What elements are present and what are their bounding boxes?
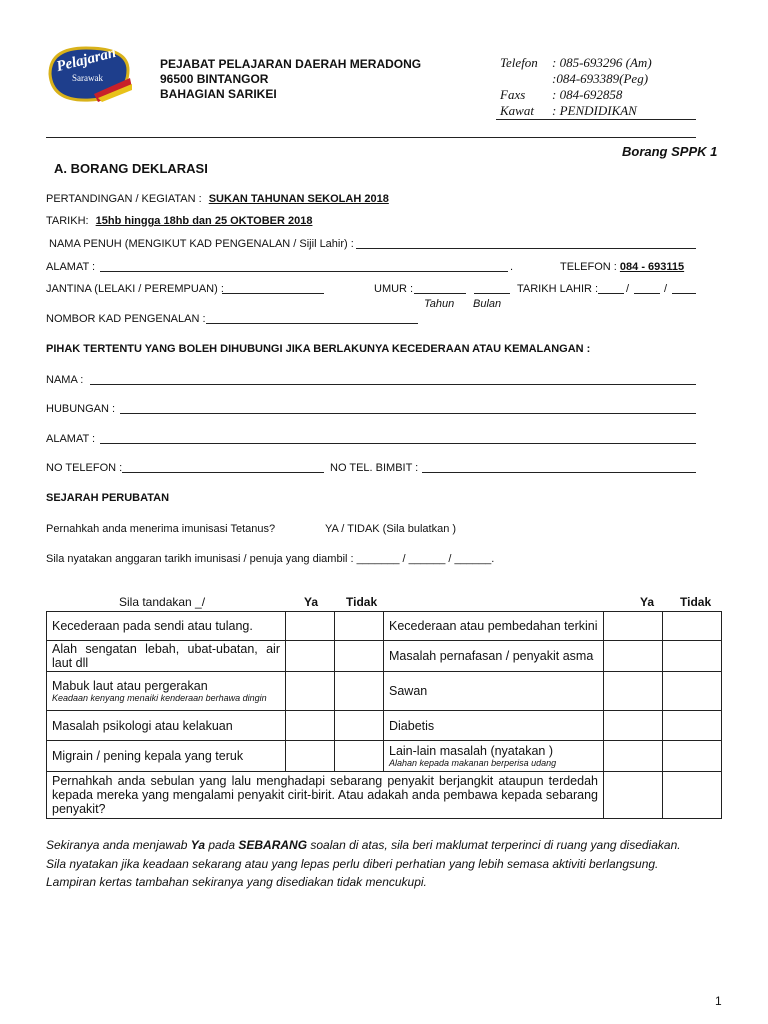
ya-checkbox[interactable] [604, 741, 663, 772]
table-tidak-header-2: Tidak [680, 595, 712, 609]
dob-day-field[interactable] [598, 281, 624, 294]
age-month-field[interactable] [474, 281, 510, 294]
tidak-checkbox[interactable] [663, 612, 722, 641]
event-value: SUKAN TAHUNAN SEKOLAH 2018 [208, 193, 389, 205]
ya-checkbox[interactable] [286, 672, 335, 711]
address-dot: . [510, 261, 514, 273]
emergency-mobile-label: NO TEL. BIMBIT : [330, 462, 419, 474]
bulan-label: Bulan [473, 298, 502, 310]
table-ya-header: Ya [304, 595, 319, 609]
contact-label: Faxs [500, 87, 526, 102]
dob-slash: / [664, 283, 668, 295]
dob-slash: / [626, 283, 630, 295]
logo-text-top: Pelajaran [54, 44, 118, 76]
emergency-phone-label: NO TELEFON : [46, 462, 123, 474]
emergency-address-label: ALAMAT : [46, 433, 96, 445]
contact-value: :084-693389(Peg) [552, 71, 649, 86]
emergency-relation-label: HUBUNGAN : [46, 403, 116, 415]
contact-rule [496, 119, 696, 120]
ic-field[interactable] [206, 311, 418, 324]
event-row [46, 193, 389, 205]
office-line-3: BAHAGIAN SARIKEI [160, 87, 277, 101]
office-line-2: 96500 BINTANGOR [160, 72, 269, 86]
condition-note: Keadaan kenyang menaiki kenderaan berhawa dingin [52, 693, 267, 703]
tidak-checkbox[interactable] [335, 711, 384, 741]
page-number: 1 [715, 994, 722, 1008]
emergency-name-label: NAMA : [46, 374, 84, 386]
dob-label: TARIKH LAHIR : [517, 283, 599, 295]
address-label: ALAMAT : [46, 261, 96, 273]
tetanus-options[interactable]: YA / TIDAK (Sila bulatkan ) [325, 523, 457, 535]
emergency-phone-field[interactable] [122, 460, 324, 473]
form-code: Borang SPPK 1 [622, 144, 718, 159]
gender-label: JANTINA (LELAKI / PEREMPUAN) : [46, 283, 224, 295]
tidak-checkbox[interactable] [335, 672, 384, 711]
header-rule [46, 137, 696, 138]
age-label: UMUR : [374, 283, 414, 295]
dob-year-field[interactable] [672, 281, 696, 294]
table-row [47, 711, 722, 741]
emergency-relation-field[interactable] [120, 401, 696, 414]
table-row [47, 772, 722, 819]
condition-cell: Masalah psikologi atau kelakuan [47, 711, 286, 741]
ya-checkbox[interactable] [286, 641, 335, 672]
table-row [47, 741, 722, 772]
condition-cell [384, 741, 604, 772]
ya-checkbox[interactable] [604, 612, 663, 641]
phone-label: TELEFON : [560, 261, 617, 273]
phone-value: 084 - 693115 [619, 261, 685, 273]
table-ya-header-2: Ya [640, 595, 655, 609]
immunisation-date: Sila nyatakan anggaran tarikh imunisasi / penuja yang diambil : _______ / ______ / ______. [46, 553, 495, 565]
ic-label: NOMBOR KAD PENGENALAN : [46, 313, 206, 325]
note-line-1 [46, 836, 681, 855]
note-text: Sekiranya anda menjawab [46, 838, 191, 852]
table-tidak-header: Tidak [346, 595, 378, 609]
name-field[interactable] [356, 236, 696, 249]
note-line-2: Sila nyatakan jika keadaan sekarang atau yang lepas perlu diberi perhatian yang lebih semasa aktiviti berlangsung. [46, 856, 659, 871]
ya-checkbox[interactable] [604, 772, 663, 819]
medical-history-table [46, 611, 722, 819]
contact-block [500, 55, 652, 119]
condition-text: Mabuk laut atau pergerakan [52, 679, 208, 693]
ya-checkbox[interactable] [286, 711, 335, 741]
condition-cell: Migrain / pening kepala yang teruk [47, 741, 286, 772]
date-label: TARIKH: [46, 215, 89, 227]
tidak-checkbox[interactable] [663, 672, 722, 711]
ya-checkbox[interactable] [286, 612, 335, 641]
note-text: soalan di atas, sila beri maklumat terperinci di ruang yang disediakan. [307, 838, 681, 852]
condition-cell: Masalah pernafasan / penyakit asma [384, 641, 604, 672]
section-title: A. BORANG DEKLARASI [54, 161, 208, 176]
tidak-checkbox[interactable] [335, 612, 384, 641]
condition-cell: Sawan [384, 672, 604, 711]
dob-month-field[interactable] [634, 281, 660, 294]
contact-label: Kawat [500, 103, 534, 118]
note-emphasis: SEBARANG [238, 838, 308, 852]
emergency-heading: PIHAK TERTENTU YANG BOLEH DIHUBUNGI JIKA BERLAKUNYA KECEDERAAN ATAU KEMALANGAN : [46, 343, 591, 355]
condition-cell: Kecederaan pada sendi atau tulang. [47, 612, 286, 641]
tidak-checkbox[interactable] [335, 641, 384, 672]
condition-cell: Alah sengatan lebah, ubat-ubatan, air laut dll [47, 641, 286, 672]
ya-checkbox[interactable] [604, 641, 663, 672]
ya-checkbox[interactable] [286, 741, 335, 772]
office-address [160, 57, 421, 102]
emergency-mobile-field[interactable] [422, 460, 696, 473]
tidak-checkbox[interactable] [663, 711, 722, 741]
note-emphasis: Ya [190, 838, 205, 852]
date-value: 15hb hingga 18hb dan 25 OKTOBER 2018 [95, 215, 313, 227]
office-line-1: PEJABAT PELAJARAN DAERAH MERADONG [160, 57, 422, 71]
table-row [47, 672, 722, 711]
date-row [46, 215, 312, 227]
emergency-name-field[interactable] [90, 372, 696, 385]
event-label: PERTANDINGAN / KEGIATAN : [46, 193, 202, 205]
condition-cell: Diabetis [384, 711, 604, 741]
ya-checkbox[interactable] [604, 711, 663, 741]
note-line-3: Lampiran kertas tambahan sekiranya yang disediakan tidak mencukupi. [46, 875, 427, 889]
table-row [47, 612, 722, 641]
contact-value: : PENDIDIKAN [552, 103, 637, 118]
ya-checkbox[interactable] [604, 672, 663, 711]
table-tick-header: Sila tandakan _/ [119, 595, 206, 609]
logo [46, 44, 136, 106]
table-row [47, 641, 722, 672]
contact-value: : 084-692858 [552, 87, 623, 102]
phone-row [560, 261, 684, 273]
condition-cell [47, 672, 286, 711]
contact-value: : 085-693296 (Am) [552, 55, 652, 70]
tetanus-question: Pernahkah anda menerima imunisasi Tetanus? [46, 523, 276, 535]
medical-heading: SEJARAH PERUBATAN [46, 492, 170, 504]
emergency-address-field[interactable] [100, 431, 696, 444]
age-year-field[interactable] [414, 281, 466, 294]
condition-note: Alahan kepada makanan berperisa udang [389, 758, 557, 768]
gender-field[interactable] [222, 281, 324, 294]
address-field[interactable] [100, 259, 508, 272]
condition-cell: Kecederaan atau pembedahan terkini [384, 612, 604, 641]
logo-text-bottom: Sarawak [72, 73, 103, 83]
contact-label: Telefon [500, 55, 538, 70]
tidak-checkbox[interactable] [663, 641, 722, 672]
communicable-disease-question: Pernahkah anda sebulan yang lalu menghadapi sebarang penyakit berjangkit ataupun terdedah kepada mereka yang mengalami penyakit cirit-birit. Atau adakah anda pembawa kepada sebarang penyakit? [47, 772, 604, 819]
tidak-checkbox[interactable] [663, 772, 722, 819]
note-text: pada [205, 838, 239, 852]
condition-text: Lain-lain masalah (nyatakan ) [389, 744, 553, 758]
tahun-label: Tahun [424, 298, 455, 310]
tidak-checkbox[interactable] [335, 741, 384, 772]
tidak-checkbox[interactable] [663, 741, 722, 772]
notes [46, 836, 681, 892]
name-label: NAMA PENUH (MENGIKUT KAD PENGENALAN / Sijil Lahir) : [49, 238, 354, 250]
